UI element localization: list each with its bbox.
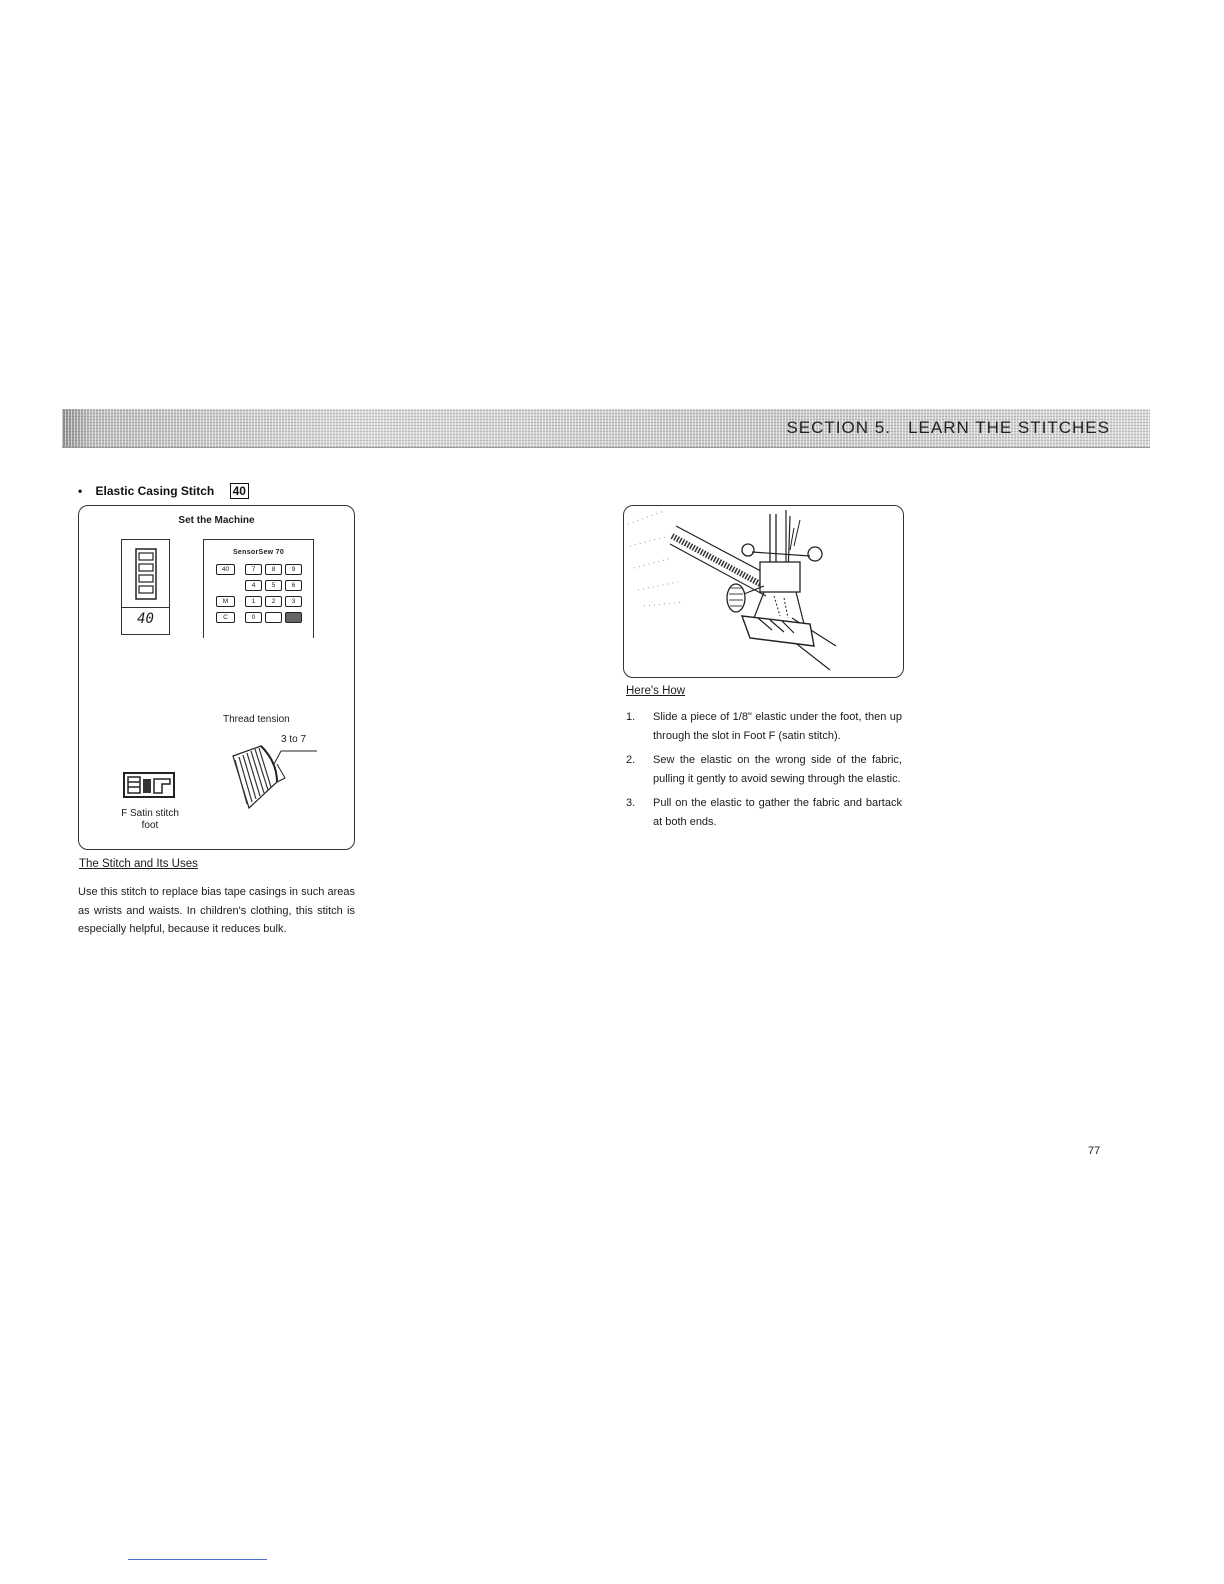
key-5: 5 — [265, 580, 282, 591]
step-text: Sew the elastic on the wrong side of the fabric, pulling it gently to avoid sewing through the elastic. — [653, 754, 902, 785]
step-number: 3. — [626, 797, 636, 809]
step-number: 2. — [626, 754, 636, 766]
stitch-title: Elastic Casing Stitch — [95, 484, 215, 498]
foot-label-line2: foot — [141, 820, 159, 831]
key-6: 6 — [285, 580, 302, 591]
section-title: SECTION 5. LEARN THE STITCHES — [786, 418, 1110, 437]
stitch-heading — [78, 483, 249, 499]
key-40: 40 — [216, 564, 235, 575]
key-8: 8 — [265, 564, 282, 575]
step-text: Slide a piece of 1/8" elastic under the foot, then up through the slot in Foot F (satin stitch). — [653, 711, 902, 742]
stitch-uses-heading: The Stitch and Its Uses — [79, 858, 198, 870]
key-blank — [265, 612, 282, 623]
satin-stitch-foot-icon — [123, 770, 175, 800]
section-banner — [62, 409, 1150, 448]
lcd-number: 40 — [137, 611, 154, 627]
key-4: 4 — [245, 580, 262, 591]
page-number: 77 — [1088, 1145, 1101, 1157]
key-1: 1 — [245, 596, 262, 607]
lcd-divider — [122, 607, 169, 608]
heres-how-heading: Here's How — [626, 685, 686, 697]
key-c: C — [216, 612, 235, 623]
presser-foot-illustration — [623, 505, 904, 678]
steps-list — [626, 708, 902, 837]
key-3: 3 — [285, 596, 302, 607]
foot-label-line1: F Satin stitch — [121, 808, 179, 819]
key-m: M — [216, 596, 235, 607]
step-2 — [626, 751, 902, 788]
step-number: 1. — [626, 711, 636, 723]
lcd-display — [121, 539, 170, 635]
stitch-uses-text: Use this stitch to replace bias tape casings in such areas as wrists and waists. In children's clothing, this stitch is especially helpful, because it reduces bulk. — [78, 886, 355, 935]
pattern-number-badge: 40 — [230, 483, 249, 499]
step-3 — [626, 794, 902, 831]
key-stitch-icon — [285, 612, 302, 623]
set-machine-panel — [78, 505, 355, 850]
stitch-pattern-icon — [135, 548, 157, 600]
footer-rule — [128, 1559, 267, 1560]
step-text: Pull on the elastic to gather the fabric and bartack at both ends. — [653, 797, 902, 828]
step-1 — [626, 708, 902, 745]
keypad — [203, 539, 314, 638]
keypad-brand: SensorSew 70 — [232, 549, 285, 556]
satin-stitch-foot-label — [105, 808, 195, 832]
tension-dial-icon — [227, 738, 319, 812]
set-machine-title: Set the Machine — [178, 515, 255, 526]
key-2: 2 — [265, 596, 282, 607]
key-9: 9 — [285, 564, 302, 575]
key-7: 7 — [245, 564, 262, 575]
sewing-foot-elastic-illustration — [624, 506, 904, 678]
thread-tension-range: 3 to 7 — [281, 734, 307, 745]
heading-bullet: • — [78, 484, 83, 498]
thread-tension-label: Thread tension — [223, 714, 290, 725]
key-0: 0 — [245, 612, 262, 623]
